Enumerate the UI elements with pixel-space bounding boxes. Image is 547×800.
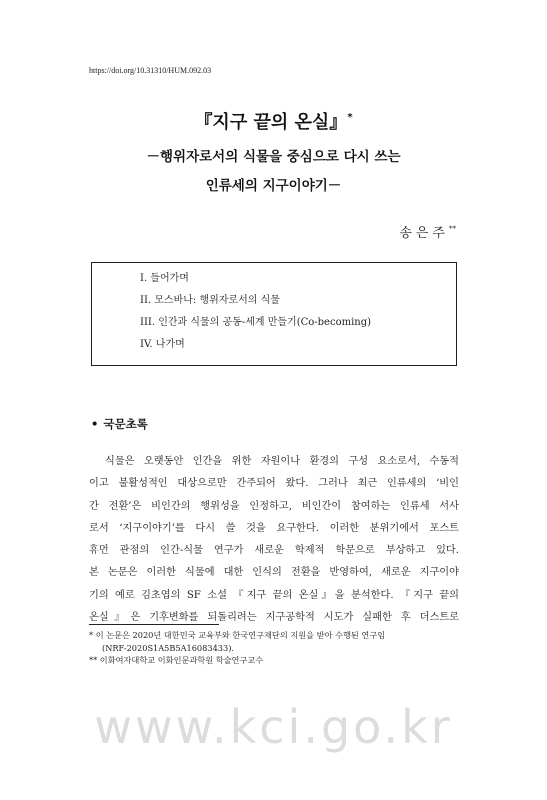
doi-link[interactable]: https://doi.org/10.31310/HUM.092.03 — [89, 66, 212, 75]
watermark: www.kci.go.kr — [94, 700, 453, 754]
abstract-body — [89, 454, 459, 632]
abstract-line: 이고 불활성적인 대상으로만 간주되어 왔다. 그러나 최근 인류세의 ‘비인 — [89, 478, 459, 490]
paper-subtitle-line-1: －행위자로서의 식물을 중심으로 다시 쓰는 — [146, 149, 401, 165]
paper-title — [0, 108, 547, 134]
abstract-line: 휴먼 관점의 인간-식물 연구가 새로운 학제적 학문으로 부상하고 있다. — [89, 545, 459, 557]
footnote-funding: * 이 논문은 2020년 대한민국 교육부와 한국연구재단의 지원을 받아 수행된 연구임 — [89, 630, 386, 640]
footnote-divider — [89, 624, 219, 625]
toc-item: I. 들어가며 — [140, 273, 189, 284]
abstract-line: 온실』은 기후변화를 되돌리려는 지구공학적 시도가 실패한 후 더스트로 — [89, 612, 459, 624]
footnotes — [89, 629, 459, 667]
abstract-line: 로서 ‘지구이야기’를 다시 쓸 것을 요구한다. 이러한 분위기에서 포스트 — [89, 522, 459, 534]
bullet-icon: • — [91, 417, 99, 431]
abstract-line: 본 논문은 이러한 식물에 대한 인식의 전환을 반영하여, 새로운 지구이야 — [89, 567, 459, 579]
abstract-line: 간 전환’은 비인간의 행위성을 인정하고, 비인간이 참여하는 인류세 서사 — [89, 500, 459, 512]
paper-subtitle-line-2: 인류세의 지구이야기－ — [205, 178, 342, 194]
paper-title-text: 『지구 끝의 온실』 — [194, 112, 348, 133]
abstract-heading-text: 국문초록 — [103, 417, 148, 431]
footnote-grant-number: (NRF-2020S1A5B5A16083433). — [102, 642, 234, 653]
abstract-heading — [91, 416, 148, 432]
title-footnote-marker: * — [347, 112, 353, 123]
abstract-line: 식물은 오랫동안 인간을 위한 자원이나 환경의 구성 요소로서, 수동적 — [105, 456, 459, 467]
toc-item: II. 모스바나: 행위자로서의 식물 — [140, 295, 280, 306]
toc-item: IV. 나가며 — [140, 339, 185, 350]
author — [399, 222, 456, 241]
table-of-contents — [91, 262, 457, 366]
toc-item: III. 인간과 식물의 공동-세계 만들기(Co-becoming) — [140, 317, 372, 328]
author-name: 송은주 — [399, 226, 449, 241]
author-footnote-marker: ** — [449, 225, 456, 233]
abstract-line: 기의 예로 김초엽의 SF 소설 『지구 끝의 온실』을 분석한다. 『지구 끝의 — [89, 589, 459, 601]
footnote-affiliation: ** 이화여자대학교 이화인문과학원 학술연구교수 — [89, 655, 264, 665]
